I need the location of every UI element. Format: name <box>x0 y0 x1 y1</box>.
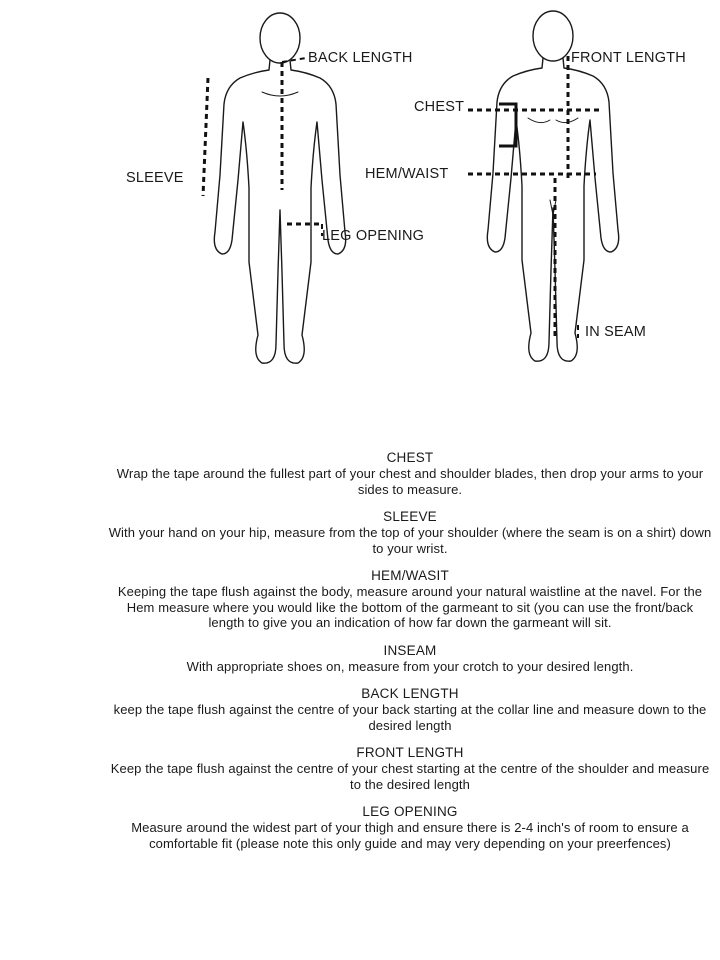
leg-opening-label: LEG OPENING <box>322 228 425 244</box>
section-text: keep the tape flush against the centre of your back starting at the collar line and measure down to the desired length <box>113 702 707 733</box>
section-text: Measure around the widest part of your thigh and ensure there is 2-4 inch's of room to ensure a comfortable fit (please note this only guide and may very depending on your preerfences) <box>131 820 689 851</box>
section-title: BACK LENGTH <box>361 686 459 701</box>
back-length-label: BACK LENGTH <box>308 50 413 66</box>
guide-section-inseam <box>108 643 712 675</box>
guide-section-back-length <box>108 686 712 733</box>
section-title: HEM/WASIT <box>371 568 449 583</box>
sleeve-line <box>203 78 208 196</box>
section-title: SLEEVE <box>383 509 437 524</box>
guide-section-chest <box>108 450 712 497</box>
section-text: Keeping the tape flush against the body, measure around your natural waistline at the navel. For the Hem measure where you would like the bottom of the garmeant to sit (you can use the front/back length to give you an indication of how far down the garmeant will sit. <box>117 584 703 630</box>
section-text: With your hand on your hip, measure from the top of your shoulder (where the seam is on a shirt) down to your wrist. <box>108 525 712 556</box>
hem-waist-label: HEM/WAIST <box>365 166 449 182</box>
section-text: With appropriate shoes on, measure from your crotch to your desired length. <box>186 658 634 674</box>
guide-section-sleeve <box>108 509 712 556</box>
chest-label: CHEST <box>414 99 465 115</box>
section-text: Wrap the tape around the fullest part of your chest and shoulder blades, then drop your arms to your sides to measure. <box>116 466 704 497</box>
section-text: Keep the tape flush against the centre of your chest starting at the centre of the shoulder and measure to the desired length <box>110 761 710 792</box>
section-title: LEG OPENING <box>362 804 458 819</box>
measurement-guide-lines <box>203 56 600 338</box>
measurement-diagram <box>0 0 720 380</box>
back-length-connector <box>282 58 306 62</box>
guide-section-leg-opening <box>108 804 712 851</box>
sleeve-label: SLEEVE <box>126 170 184 186</box>
section-title: CHEST <box>386 450 434 465</box>
measurement-guide-text <box>108 450 712 863</box>
section-title: FRONT LENGTH <box>356 745 464 760</box>
front-length-label: FRONT LENGTH <box>571 50 686 66</box>
guide-section-hem-waist <box>108 568 712 631</box>
in-seam-label: IN SEAM <box>585 324 647 340</box>
section-title: INSEAM <box>383 642 437 658</box>
guide-section-front-length <box>108 745 712 792</box>
